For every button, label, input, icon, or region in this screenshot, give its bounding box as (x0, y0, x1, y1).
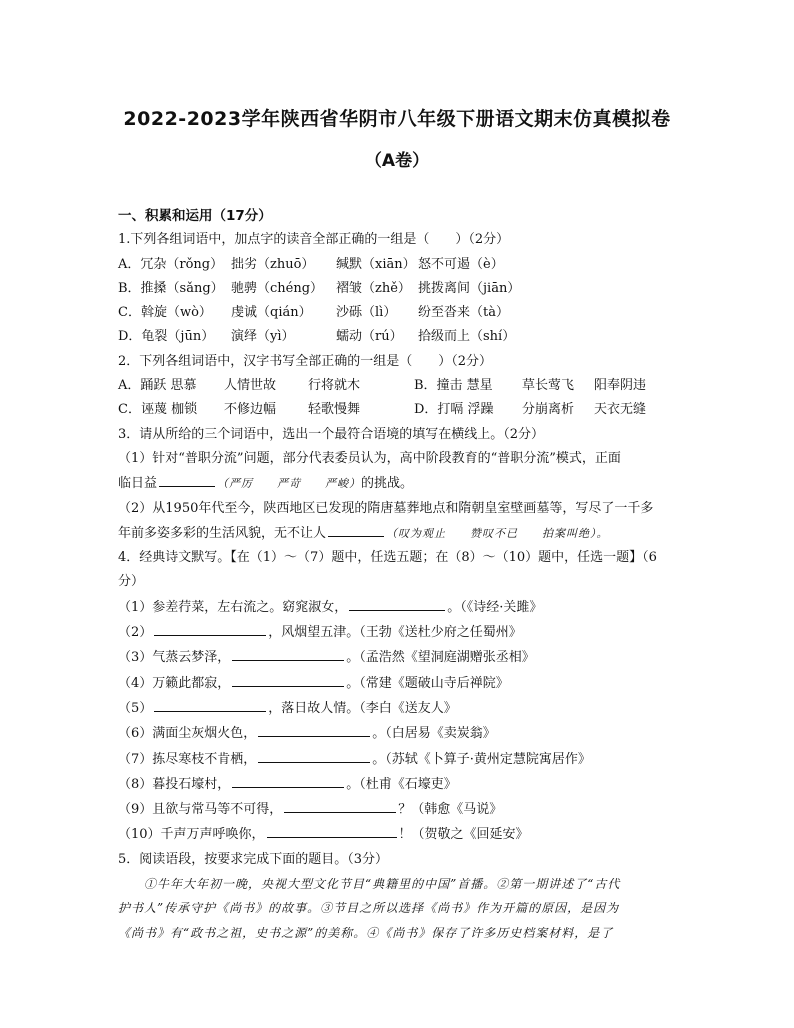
q1-option-text: 缄默（xiān） (336, 256, 416, 272)
q4-item-source: 。（常建《题破山寺后禅院》 (346, 675, 509, 691)
q2-option-text: B．撞击 慧星 (414, 378, 493, 394)
q1-option-text: B．推搡（sǎng） (118, 280, 224, 296)
q2-option-text: 轻歌慢舞 (308, 402, 361, 418)
answer-blank[interactable] (232, 671, 344, 687)
q4-item (118, 595, 678, 620)
q1-option-text: 怒不可遏（è） (418, 256, 504, 272)
q1-option-a (118, 253, 678, 277)
q4-item-source: 。（杜甫《石壕吏》 (346, 776, 457, 792)
q2-options-row (118, 398, 678, 422)
q1-option-text: 蠕动（rú） (336, 329, 403, 345)
q4-item (118, 797, 678, 822)
q4-stem: 4．经典诗文默写。【在（1）～（7）题中，任选五题；在（8）～（10）题中，任选一题】（6 (118, 550, 657, 566)
q2-option-text: 天衣无缝 (594, 402, 647, 418)
exam-content (118, 204, 678, 945)
q3-part1-before: 临日益 (118, 476, 158, 492)
q2-option-text: A．踊跃 思慕 (118, 378, 197, 394)
q1-option-text: A．冗杂（rǒng） (118, 256, 224, 272)
page-subtitle: （A卷） (364, 151, 430, 171)
q4-item-text: （2） (118, 625, 153, 641)
q3-part1-after: 的挑战。 (361, 476, 414, 492)
answer-blank[interactable] (258, 747, 370, 763)
q2-option-text: C．诬蔑 枷锁 (118, 402, 198, 418)
answer-blank[interactable] (154, 696, 266, 712)
q4-item-source: 。（《诗经·关雎》 (447, 599, 543, 615)
q1-option-text: D．龟裂（jūn） (118, 329, 215, 345)
q2-option-text: 不修边幅 (224, 402, 277, 418)
q4-item-text: （6）满面尘灰烟火色， (118, 726, 257, 742)
q4-item (118, 696, 678, 721)
q4-item-source: ，风烟望五津。（王勃《送杜少府之任蜀州》 (268, 625, 522, 641)
q1-option-text: 演绎（yì） (231, 329, 295, 345)
q1-option-text: 驰骋（chéng） (231, 280, 324, 296)
q3-part2-text: （2）从1950年代至今，陕西地区已发现的隋唐墓葬地点和隋朝皇室壁画墓等，写尽了一千多 (118, 500, 654, 516)
q1-option-c (118, 301, 678, 325)
answer-blank[interactable] (267, 822, 397, 838)
answer-blank[interactable] (154, 620, 266, 636)
q4-item (118, 721, 678, 746)
q1-option-text: 拙劣（zhuō） (231, 256, 315, 272)
q2-option-text: 阳奉阴违 (594, 378, 647, 394)
q2-option-text: 行将就木 (308, 378, 361, 394)
q4-item (118, 822, 678, 847)
q4-item-text: （9）且欲与常马等不可得， (118, 802, 283, 818)
q1-option-text: 拾级而上（shí） (418, 329, 516, 345)
answer-blank[interactable] (258, 721, 370, 737)
q3-part2-before: 年前多姿多彩的生活风貌，无不让人 (118, 525, 327, 541)
q2-option-text: 人情世故 (224, 378, 277, 394)
q4-item (118, 645, 678, 670)
q1-option-text: 纷至沓来（tà） (418, 305, 509, 321)
q4-item-source: 。（白居易《卖炭翁》 (372, 726, 496, 742)
q2-options-row (118, 374, 678, 398)
q5-stem: 5．阅读语段，按要求完成下面的题目。（3分） (118, 851, 389, 867)
q1-option-b (118, 277, 678, 301)
q5-passage-line: 护书人”传承守护《尚书》的故事。③节目之所以选择《尚书》作为开篇的原因，是因为 (118, 901, 620, 916)
answer-blank[interactable] (349, 595, 445, 611)
q2-stem: 2．下列各组词语中，汉字书写全部正确的一组是（ ）（2分） (118, 353, 493, 369)
q1-stem: 1.下列各组词语中，加点字的读音全部正确的一组是（ ）（2分） (118, 232, 510, 248)
q4-item-text: （5） (118, 700, 153, 716)
q1-option-text: 褶皱（zhě） (336, 280, 411, 296)
q4-item-text: （4）万籁此都寂， (118, 675, 231, 691)
q4-item-source: 。（孟浩然《望洞庭湖赠张丞相》 (346, 650, 535, 666)
section-heading: 一、积累和运用（17分） (118, 208, 272, 224)
q4-item (118, 620, 678, 645)
q1-option-text: 挑拨离间（jiān） (418, 280, 521, 296)
q4-item-text: （10）千声万声呼唤你， (118, 827, 265, 843)
q2-option-text: 草长莺飞 (522, 378, 575, 394)
page-title: 2022-2023学年陕西省华阴市八年级下册语文期末仿真模拟卷 (123, 108, 671, 130)
q3-part2-choices: （叹为观止 赞叹不已 拍案叫绝）。 (386, 526, 609, 540)
q4-item-text: （1）参差荇菜，左右流之。窈窕淑女， (118, 599, 348, 615)
q1-option-d (118, 325, 678, 349)
q3-part1-choices: （严厉 严苛 严峻） (217, 477, 362, 491)
q4-item (118, 671, 678, 696)
q4-item (118, 772, 678, 797)
q4-item-source: 。（苏轼《卜算子·黄州定慧院寓居作》 (372, 751, 591, 767)
q4-item-text: （8）暮投石壕村， (118, 776, 231, 792)
q4-item-source: ？（韩愈《马说》 (398, 802, 503, 818)
answer-blank[interactable] (159, 471, 215, 487)
q3-stem: 3．请从所给的三个词语中，选出一个最符合语境的填写在横线上。（2分） (118, 426, 545, 442)
q3-part2-fill (118, 521, 678, 546)
q4-item-text: （7）拣尽寒枝不肯栖， (118, 751, 257, 767)
q4-item-text: （3）气蒸云梦泽， (118, 650, 231, 666)
q5-passage-line: ①牛年大年初一晚，央视大型文化节目“典籍里的中国”首播。②第一期讲述了“古代 (144, 877, 621, 892)
q4-stem-cont: 分） (118, 574, 145, 590)
answer-blank[interactable] (328, 521, 384, 537)
q4-item-source: ，落日故人情。（李白《送友人》 (268, 700, 457, 716)
q5-passage-line: 《尚书》有“政书之祖，史书之源”的美称。④《尚书》保存了许多历史档案材料，是了 (118, 925, 614, 940)
q2-option-text: D．打嗝 浮躁 (414, 402, 494, 418)
q1-option-text: 虔诚（qián） (231, 305, 312, 321)
q1-option-text: C．斡旋（wò） (118, 305, 212, 321)
q4-item (118, 747, 678, 772)
q2-option-text: 分崩离析 (522, 402, 575, 418)
q3-part1-text: （1）针对“普职分流”问题，部分代表委员认为，高中阶段教育的“普职分流”模式，正面 (118, 450, 621, 466)
answer-blank[interactable] (284, 797, 396, 813)
q4-item-source: ！（贺敬之《回延安》 (398, 827, 529, 843)
answer-blank[interactable] (232, 772, 344, 788)
answer-blank[interactable] (232, 645, 344, 661)
q1-option-text: 沙砾（lì） (336, 305, 397, 321)
q3-part1-fill (118, 471, 678, 496)
